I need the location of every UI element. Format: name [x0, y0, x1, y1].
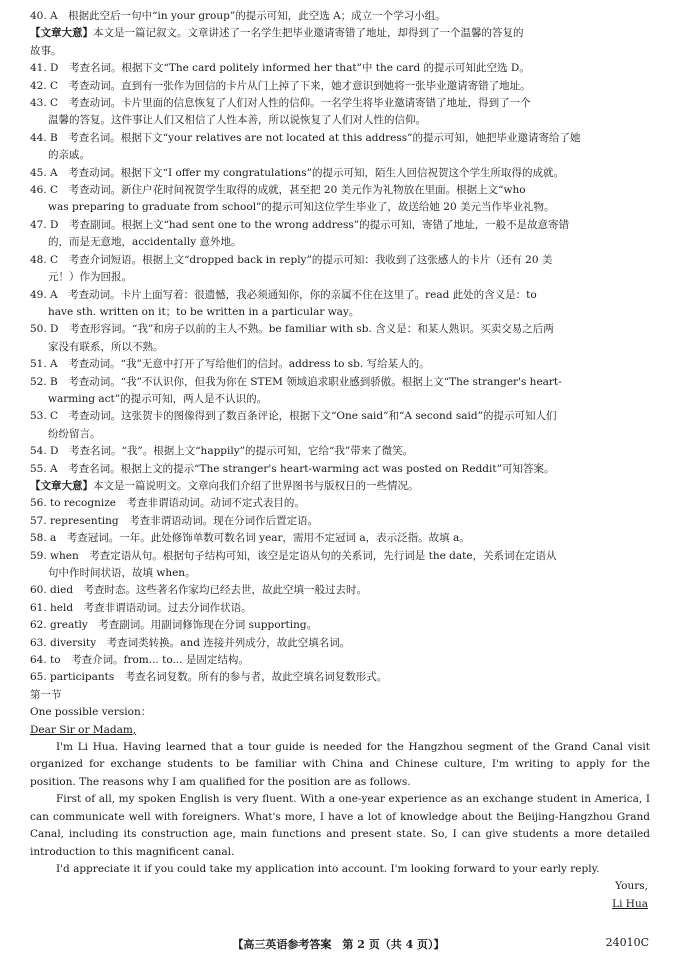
footer-title: 【高三英语参考答案 第 2 页（共 4 页）】 [232, 938, 445, 951]
summary-tag: 【文章大意】 [30, 27, 93, 40]
answer-line: 43. C 考查动词。卡片里面的信息恢复了人们对人性的信仰。一名学生将毕业邀请寄错了地址，得到了一个 [30, 97, 531, 110]
letter-signature [30, 896, 650, 913]
answer-line-continued: 元！）作为回报。 [48, 271, 132, 284]
answer-line: 44. B 考查名词。根据下文“your relatives are not located at this address”的提示可知，她把毕业邀请寄给了她 [30, 131, 581, 144]
summary-text: 本文是一篇记叙文。文章讲述了一名学生把毕业邀请寄错了地址，却得到了一个温馨的答复的 [93, 27, 524, 40]
answer-line: 51. A 考查动词。“我”无意中打开了写给他们的信封。address to sb. 写给某人的。 [30, 358, 430, 371]
summary-tag: 【文章大意】 [30, 479, 93, 492]
answer-line: 58. a 考查冠词。一年。此处修饰单数可数名词 year，需用不定冠词 a，表示泛指。故填 a。 [30, 532, 470, 545]
answer-line: 49. A 考查动词。卡片上面写着：很遗憾，我必须通知你，你的亲属不住在这里了。read 此处的含义是：to [30, 288, 537, 301]
answer-line: 61. held 考查非谓语动词。过去分词作状语。 [30, 601, 252, 614]
answer-line: 63. diversity 考查词类转换。and 连接并列成分，故此空填名词。 [30, 636, 351, 649]
answer-line-continued: warming act”的提示可知，两人是不认识的。 [48, 392, 268, 405]
answer-line: 故事。 [30, 44, 62, 57]
answer-line: 55. A 考查名词。根据上文的提示“The stranger's heart-warming act was posted on Reddit”可知答案。 [30, 462, 555, 475]
answer-line: 47. D 考查副词。根据上文“had sent one to the wrong address”的提示可知，寄错了地址，一般不是故意寄错 [30, 218, 570, 231]
answer-line-continued: 的亲戚。 [48, 149, 90, 162]
answer-line: 45. A 考查动词。根据下文“I offer my congratulations”的提示可知，陌生人回信祝贺这个学生所取得的成就。 [30, 166, 565, 179]
answer-line: 60. died 考查时态。这些著名作家均已经去世，故此空填一般过去时。 [30, 584, 368, 597]
summary-text: 本文是一篇说明文。文章向我们介绍了世界图书与版权日的一些情况。 [93, 479, 419, 492]
answer-line: 57. representing 考查非谓语动词。现在分词作后置定语。 [30, 514, 319, 527]
letter-salutation: Dear Sir or Madam, [30, 723, 137, 736]
answer-line: 65. participants 考查名词复数。所有的参与者，故此空填名词复数形式。 [30, 671, 388, 684]
answer-line-continued: 纷纷留言。 [48, 427, 101, 440]
answer-line: 42. C 考查动词。直到有一张作为回信的卡片从门上掉了下来，她才意识到她将一张毕业邀请寄错了地址。 [30, 79, 531, 92]
letter-paragraph: I'd appreciate it if you could take my application into account. I'm looking forward to your early reply. [56, 862, 600, 875]
article-summary-line [30, 25, 650, 42]
footer-code: 24010C [605, 936, 649, 949]
answer-page [30, 8, 650, 913]
answer-line: 54. D 考查名词。“我”。根据上文“happily”的提示可知，它给“我”带来了微笑。 [30, 445, 414, 458]
letter-body [30, 739, 650, 878]
answer-line: 41. D 考查名词。根据下文“The card politely informed her that”中 the card 的提示可知此空选 D。 [30, 62, 530, 75]
answer-line: 62. greatly 考查副词。用副词修饰现在分词 supporting。 [30, 619, 318, 632]
answer-line: 第一节 [30, 688, 62, 701]
article-summary-line [30, 478, 650, 495]
letter-paragraph: First of all, my spoken English is very fluent. With a one-year experience as an exchange student in America, I can communicate well with foreigners. What's more, I have a lot of knowledge about the Beijing-Hangzhou Grand Canal, including its construction age, main functions and present state. So, I can give students a more detailed introduction to this magnificent canal. [30, 793, 650, 858]
answer-line: 48. C 考查介词短语。根据上文“dropped back in reply”的提示可知：我收到了这张感人的卡片（还有 20 美 [30, 253, 553, 266]
answer-line: 46. C 考查动词。新住户花时间祝贺学生取得的成就，甚至把 20 美元作为礼物放在里面。根据上文“who [30, 184, 526, 197]
letter-paragraph: I'm Li Hua. Having learned that a tour guide is needed for the Hangzhou segment of the Grand Canal visit organized for exchange students to be familiar with China and Chinese culture, I'm writing to apply for the position. The reasons why I am qualified for the position are as follows. [30, 741, 650, 788]
answer-line: 59. when 考查定语从句。根据句子结构可知，该空是定语从句的关系词，先行词是 the date，关系词在定语从 [30, 549, 557, 562]
answer-line: One possible version： [30, 706, 152, 719]
answer-line: 40. A 根据此空后一句中“in your group”的提示可知，此空选 A；成立一个学习小组。 [30, 10, 446, 22]
answer-line-continued: 的，而是无意地，accidentally 意外地。 [48, 236, 242, 249]
answer-line-continued: have sth. written on it；to be written in a particular way。 [48, 305, 360, 318]
answer-line: 50. D 考查形容词。“我”和房子以前的主人不熟。be familiar with sb. 含义是：和某人熟识。买卖交易之后两 [30, 323, 554, 336]
answer-line: 52. B 考查动词。“我”不认识你，但我为你在 STEM 领域追求职业感到骄傲。根据上文“The stranger's heart- [30, 375, 562, 388]
answer-line-continued: 家没有联系，所以不熟。 [48, 340, 164, 353]
letter-closing: Yours, [615, 880, 648, 893]
answer-lines [30, 8, 650, 722]
answer-line: 53. C 考查动词。这张贺卡的图像得到了数百条评论，根据下文“One said”和“A second said”的提示可知人们 [30, 410, 557, 423]
answer-line-continued: was preparing to graduate from school”的提示可知这位学生毕业了，故送给她 20 美元当作毕业礼物。 [48, 201, 555, 214]
answer-line-continued: 句中作时间状语，故填 when。 [48, 567, 196, 579]
answer-line: 56. to recognize 考查非谓语动词。动词不定式表目的。 [30, 497, 305, 510]
answer-line-continued: 温馨的答复。这件事让人们又相信了人性本善，所以说恢复了人们对人性的信仰。 [48, 114, 426, 127]
signature-name: Li Hua [612, 897, 648, 910]
answer-line: 64. to 考查介词。from... to... 是固定结构。 [30, 654, 249, 667]
